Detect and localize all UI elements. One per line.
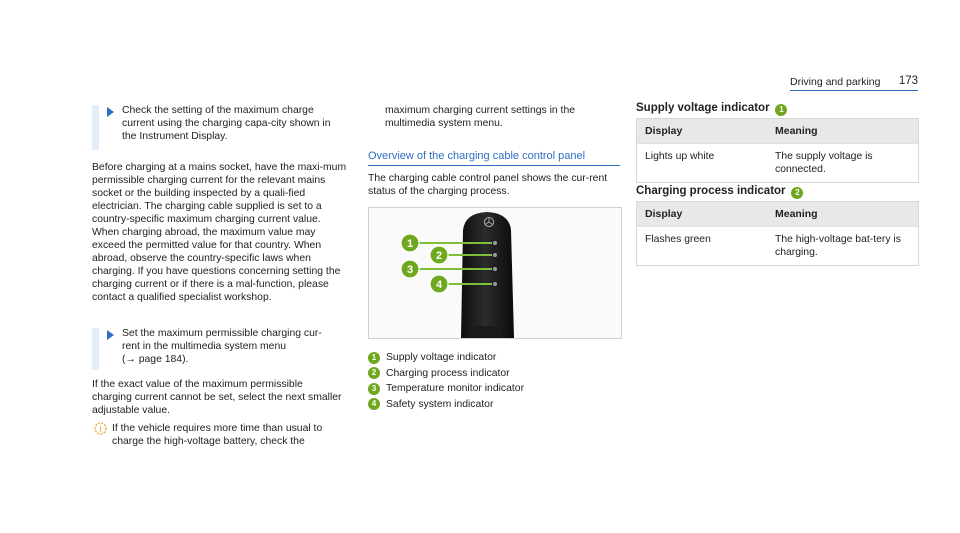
step-arrow-icon bbox=[107, 107, 114, 117]
section-title: Overview of the charging cable control panel bbox=[368, 150, 586, 162]
step-instruction bbox=[122, 327, 342, 366]
table-title bbox=[636, 185, 803, 199]
legend-item bbox=[368, 397, 620, 413]
legend-item bbox=[368, 366, 620, 382]
note-icon bbox=[94, 422, 107, 435]
col-header-meaning: Meaning bbox=[767, 119, 919, 144]
indicator-led bbox=[493, 253, 497, 257]
page-number: 173 bbox=[898, 75, 918, 87]
step-line: Set the maximum permissible charging cur- bbox=[122, 328, 322, 339]
step-bar bbox=[92, 105, 99, 150]
body-paragraph: Before charging at a mains socket, have the maxi-mum permissible charging current for the relevant mains socket or the building inspected by a quali-fied electrician. The charging cable supplied is set to a country-specific maximum charging current value. When charging abroad, the maximum value may exceed the permitted value for that country. When abroad, observe the country-specific laws when charging. If you have questions concerning setting the charging current or if there is a mal-function, please contact a qualified specialist workshop. bbox=[92, 162, 347, 303]
body-paragraph: If the exact value of the maximum permissible charging current cannot be set, select the next smaller adjustable value. bbox=[92, 379, 342, 416]
cable-strain-relief bbox=[473, 326, 501, 338]
cell-meaning: The supply voltage is connected. bbox=[767, 144, 919, 183]
control-unit-body bbox=[461, 212, 514, 338]
table-title bbox=[636, 102, 787, 116]
legend-label: Temperature monitor indicator bbox=[386, 383, 525, 395]
col-header-meaning: Meaning bbox=[767, 202, 919, 227]
table-title-marker: 1 bbox=[775, 104, 787, 116]
legend-number: 3 bbox=[368, 383, 380, 395]
legend-label: Supply voltage indicator bbox=[386, 352, 497, 364]
col-header-display: Display bbox=[637, 119, 768, 144]
cell-display: Flashes green bbox=[637, 227, 768, 266]
table-header-row bbox=[637, 202, 919, 227]
control-panel-illustration bbox=[369, 208, 621, 338]
legend-number: 4 bbox=[368, 398, 380, 410]
callout-number: 3 bbox=[406, 264, 414, 276]
col-header-display: Display bbox=[637, 202, 768, 227]
charging-process-table bbox=[636, 201, 919, 266]
section-heading bbox=[368, 150, 620, 166]
cell-meaning: The high-voltage bat-tery is charging. bbox=[767, 227, 919, 266]
running-header bbox=[790, 73, 918, 91]
indicator-led bbox=[493, 282, 497, 286]
control-panel-figure bbox=[368, 207, 622, 339]
callout-number: 1 bbox=[406, 238, 414, 250]
table-title-text: Charging process indicator bbox=[636, 185, 786, 197]
legend-number: 1 bbox=[368, 352, 380, 364]
note-symbol: i bbox=[99, 424, 102, 434]
table-header-row bbox=[637, 119, 919, 144]
table-title-marker: 2 bbox=[791, 187, 803, 199]
body-paragraph: maximum charging current settings in the multimedia system menu. bbox=[385, 105, 575, 129]
table-title-text: Supply voltage indicator bbox=[636, 102, 770, 114]
step-arrow-icon bbox=[107, 330, 114, 340]
indicator-led bbox=[493, 241, 497, 245]
legend-label: Charging process indicator bbox=[386, 367, 510, 379]
note-text: If the vehicle requires more time than usual to charge the high-voltage battery, check the bbox=[112, 423, 323, 447]
indicator-led bbox=[493, 267, 497, 271]
legend-item bbox=[368, 381, 620, 397]
header-rule bbox=[790, 90, 918, 91]
step-bar bbox=[92, 328, 99, 370]
step-line: rent in the multimedia system menu bbox=[122, 341, 287, 352]
legend-label: Safety system indicator bbox=[386, 398, 494, 410]
section-name: Driving and parking bbox=[790, 76, 881, 88]
legend-item bbox=[368, 350, 620, 366]
figure-legend bbox=[368, 350, 620, 412]
legend-number: 2 bbox=[368, 367, 380, 379]
page-link[interactable]: (→ page 184). bbox=[122, 354, 189, 365]
body-paragraph: The charging cable control panel shows the cur-rent status of the charging process. bbox=[368, 173, 608, 197]
step-instruction: Check the setting of the maximum charge current using the charging capa-city shown in the Instrument Display. bbox=[122, 105, 331, 142]
table-row bbox=[637, 227, 919, 266]
cell-display: Lights up white bbox=[637, 144, 768, 183]
callout-number: 2 bbox=[435, 250, 443, 262]
supply-voltage-table bbox=[636, 118, 919, 183]
callout-number: 4 bbox=[435, 279, 443, 291]
table-row bbox=[637, 144, 919, 183]
